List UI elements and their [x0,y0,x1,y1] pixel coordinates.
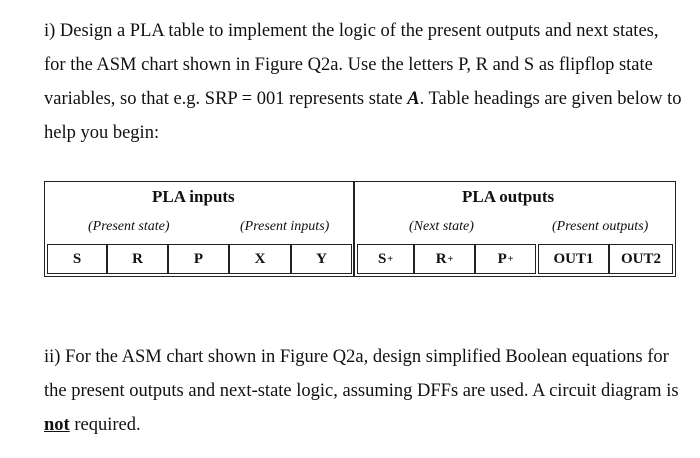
question-i-part1: i) Design a PLA table to implement the logic of the present outputs and next states, for the ASM chart shown in Figure Q2a. Use the letters P, R and S as flipflop state variables, so that e.g. SRP = 001 represents state [44,21,659,109]
pla-outputs-title: PLA outputs [462,187,555,206]
pla-table [44,181,676,277]
col-s: S [47,244,107,274]
question-ii-part2: required. [69,415,141,435]
present-inputs-label: (Present inputs) [240,219,330,234]
col-p-next: P + [475,244,536,274]
next-state-label: (Next state) [409,219,474,234]
col-s-next: S + [357,244,414,274]
pla-inputs-title: PLA inputs [152,187,235,206]
question-i-text [44,14,684,150]
question-ii-part1: ii) For the ASM chart shown in Figure Q2a, design simplified Boolean equations for the present outputs and next-state logic, assuming DFFs are used. A circuit diagram is [44,347,679,401]
question-i-part2: . Table headings are given below to help you begin: [44,89,682,143]
present-outputs-label: (Present outputs) [552,219,649,234]
col-p: P [168,244,229,274]
col-out2: OUT2 [609,244,673,274]
col-x: X [229,244,291,274]
col-r: R [107,244,168,274]
col-r-next: R + [414,244,475,274]
state-letter: A [407,89,420,109]
emphasis-not: not [44,415,70,435]
col-out1: OUT1 [538,244,609,274]
question-ii-text [44,340,684,442]
present-state-label: (Present state) [88,219,170,234]
col-y: Y [291,244,352,274]
